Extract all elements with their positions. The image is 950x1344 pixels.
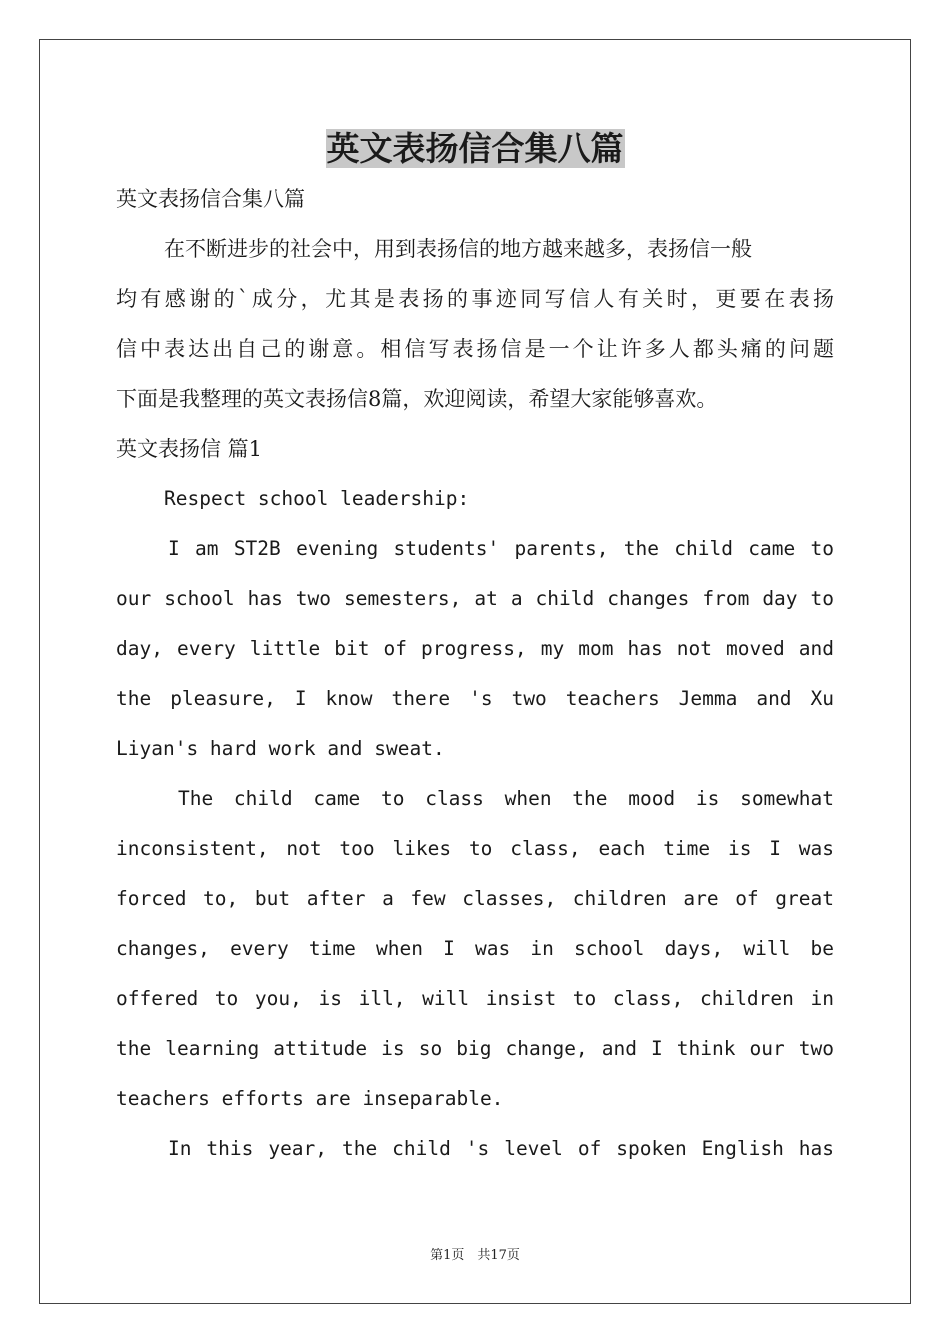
section-heading: 英文表扬信 篇1: [116, 437, 263, 461]
body-line-4: the pleasure, I know there 's two teachers Jemma and Xu: [116, 687, 834, 710]
body-line-9: changes, every time when I was in school days, will be: [116, 937, 834, 960]
page-footer: 第1页 共17页: [430, 1248, 520, 1263]
body-line-12: teachers efforts are inseparable.: [116, 1087, 504, 1110]
body-line-3: day, every little bit of progress, my mom has not moved and: [116, 637, 834, 660]
subtitle-line: 英文表扬信合集八篇: [116, 187, 305, 211]
intro-line-2: 均有感谢的`成分，尤其是表扬的事迹同写信人有关时，更要在表扬: [116, 287, 834, 311]
document-title-text: 英文表扬信合集八篇: [326, 129, 624, 168]
body-line-6: The child came to class when the mood is somewhat: [178, 787, 834, 810]
salutation-line: Respect school leadership:: [164, 487, 470, 510]
body-line-11: the learning attitude is so big change, and I think our two: [116, 1037, 834, 1060]
intro-line-1: 在不断进步的社会中，用到表扬信的地方越来越多，表扬信一般: [164, 237, 752, 261]
body-line-1: I am ST2B evening students' parents, the child came to: [168, 537, 834, 560]
body-line-10: offered to you, is ill, will insist to class, children in: [116, 987, 834, 1010]
body-line-13: In this year, the child 's level of spoken English has: [168, 1137, 834, 1160]
body-line-7: inconsistent, not too likes to class, each time is I was: [116, 837, 834, 860]
body-line-2: our school has two semesters, at a child changes from day to: [116, 587, 834, 610]
page-frame: [39, 39, 911, 1304]
body-line-5: Liyan's hard work and sweat.: [116, 737, 445, 760]
body-line-8: forced to, but after a few classes, children are of great: [116, 887, 834, 910]
document-title: [0, 126, 950, 172]
intro-line-4: 下面是我整理的英文表扬信8篇，欢迎阅读，希望大家能够喜欢。: [116, 387, 718, 411]
intro-line-3: 信中表达出自己的谢意。相信写表扬信是一个让许多人都头痛的问题: [116, 337, 834, 361]
